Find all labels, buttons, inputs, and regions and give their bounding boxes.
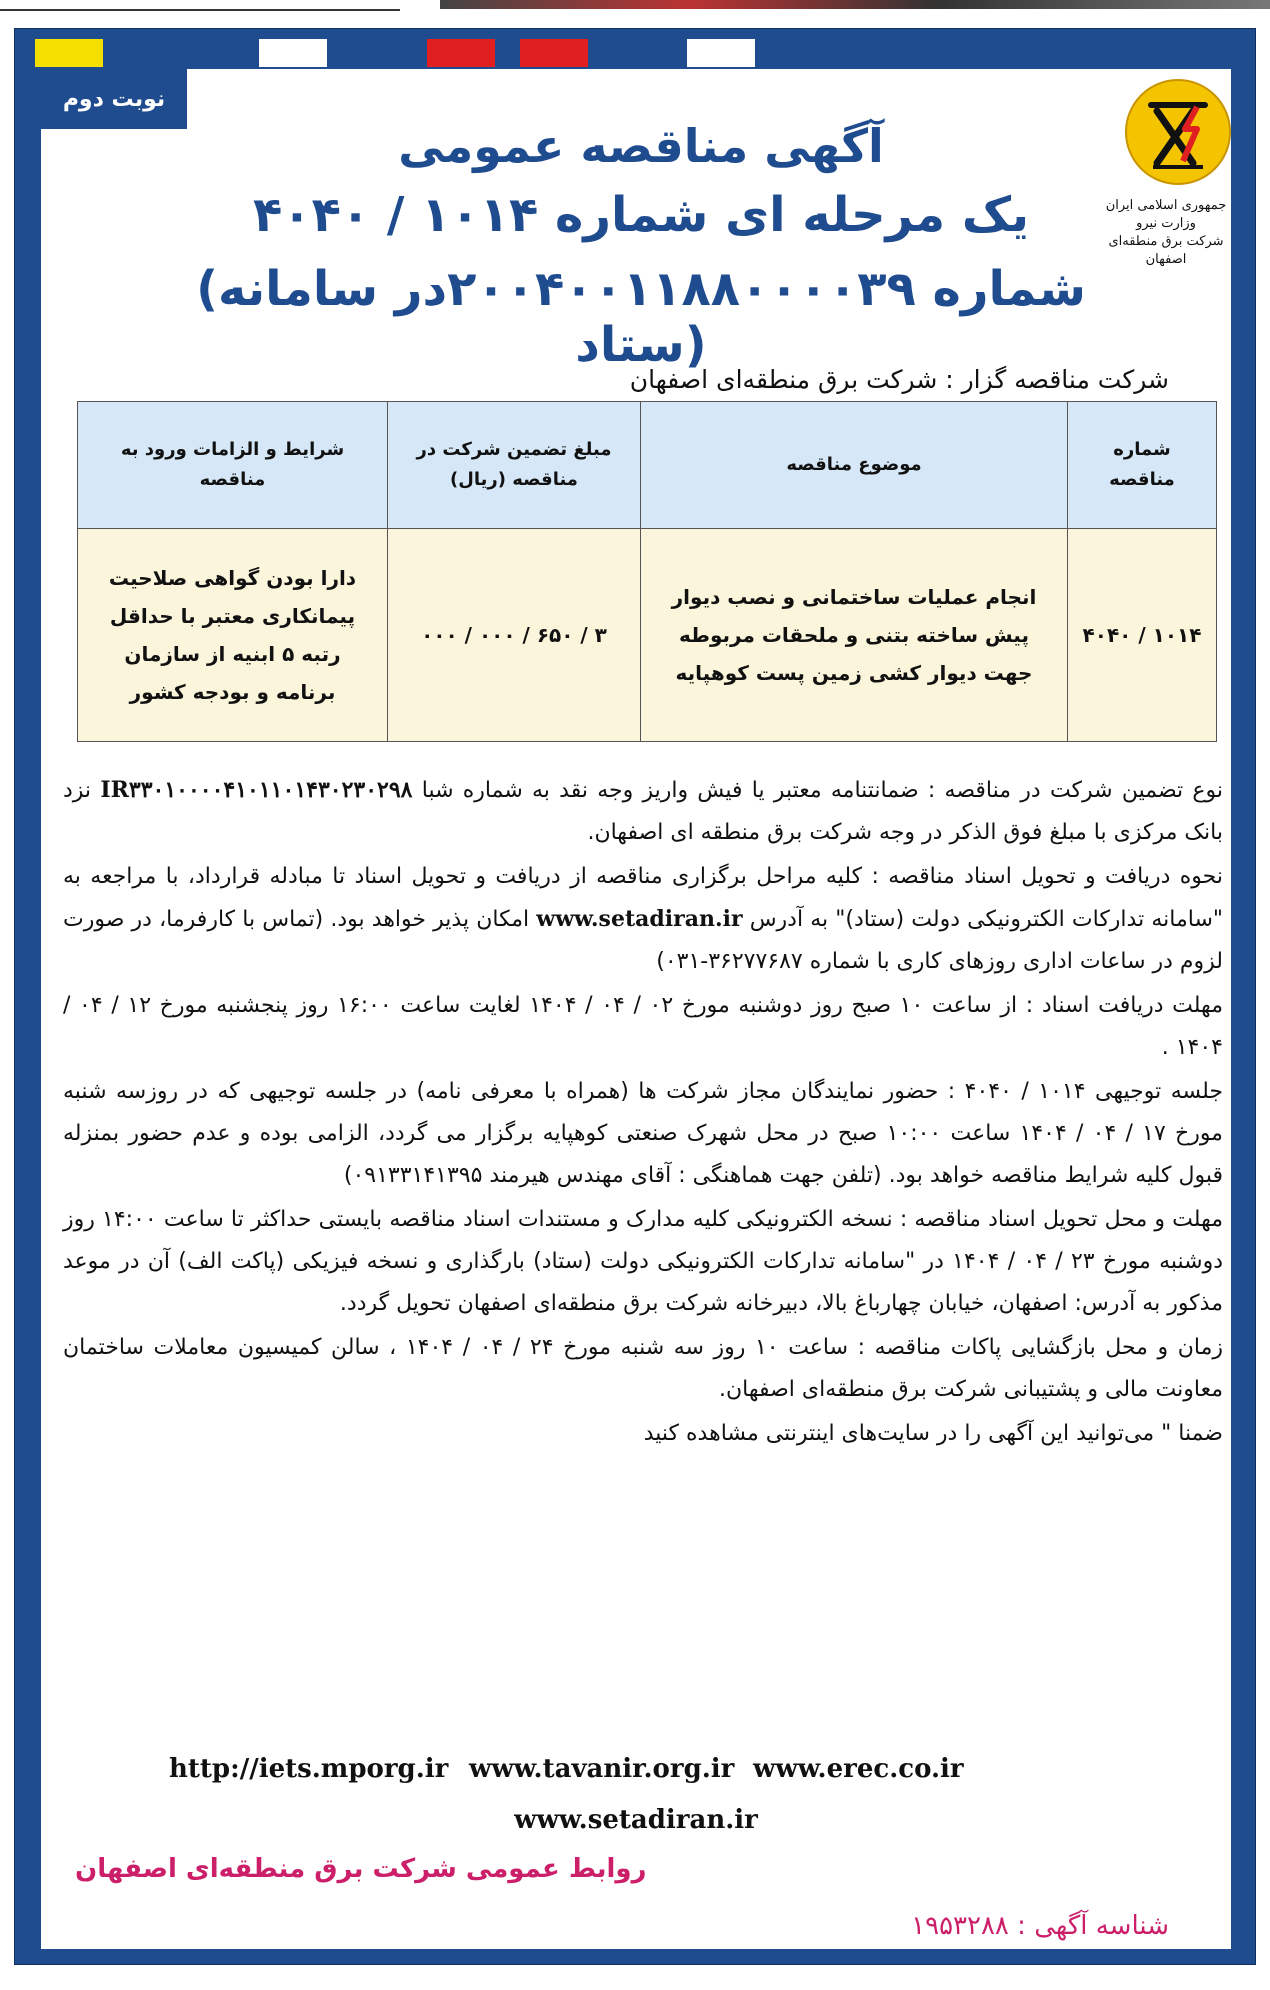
ad-frame xyxy=(14,28,1256,1965)
websites-intro-paragraph: ضمنا " می‌توانید این آگهی را در سایت‌های اینترنتی مشاهده کنید xyxy=(643,1421,1223,1446)
ad-id: شناسه آگهی : ۱۹۵۳۲۸۸ xyxy=(911,1911,1169,1941)
tavanir-link[interactable]: www.tavanir.org.ir xyxy=(469,1754,735,1784)
erec-link[interactable]: www.erec.co.ir xyxy=(753,1754,964,1784)
logo-caption xyxy=(1091,197,1241,269)
iets-link[interactable]: http://iets.mporg.ir xyxy=(169,1754,449,1784)
iban-number: IR۳۳۰۱۰۰۰۰۴۱۰۱۱۰۱۴۳۰۲۳۰۲۹۸ xyxy=(100,777,413,803)
documents-method-text-2: امکان پذیر خواهد بود. (تماس با کارفرما، در صورت لزوم در ساعات اداری روزهای کاری با شماره ۳۶۲۷۷۶۸۷-۰۳۱) xyxy=(63,907,1223,974)
logo-caption-line1: جمهوری اسلامی ایران xyxy=(1105,198,1227,213)
guarantee-type-text: نوع تضمین شرکت در مناقصه : ضمانتنامه معتبر یا فیش واریز وجه نقد به شماره شبا xyxy=(421,778,1223,803)
table-header-row xyxy=(78,402,1217,529)
cell-guarantee: ۳ / ۶۵۰ / ۰۰۰ / ۰۰۰ xyxy=(388,529,641,742)
opening-time-paragraph: زمان و محل بازگشایی پاکات مناقصه : ساعت ۱۰ روز سه شنبه مورخ ۲۴ / ۰۴ / ۱۴۰۴ ، سالن کمیسیون معاملات ساختمان معاونت مالی و پشتیبانی شرکت برق منطقه‌ای اصفهان. xyxy=(63,1335,1223,1402)
tender-table xyxy=(77,401,1217,742)
briefing-session-paragraph: جلسه توجیهی ۱۰۱۴ / ۴۰۴۰ : حضور نمایندگان مجاز شرکت ها (همراه با معرفی نامه) در جلسه توجیهی که در روزسه شنبه مورخ ۱۷ / ۰۴ / ۱۴۰۴ ساعت ۱۰:۰۰ صبح در محل شهرک صنعتی کوهپایه برگزار می گردد، الزامی بوده و عدم حضور بمنزله قبول کلیه شرایط مناقصه خواهد بود. (تلفن جهت هماهنگی : آقای مهندس هیرمند ۰۹۱۳۳۱۴۱۳۹۵) xyxy=(63,1079,1223,1188)
setadiran-link[interactable]: www.setadiran.ir xyxy=(514,1805,758,1835)
ad-body xyxy=(41,69,1231,1949)
power-company-logo-icon xyxy=(1123,77,1233,187)
websites-row-2 xyxy=(41,1805,1231,1835)
logo-caption-line2: وزارت نیرو xyxy=(1136,216,1196,231)
organizer: شرکت مناقصه گزار : شرکت برق منطقه‌ای اصفهان xyxy=(629,365,1169,394)
title-line-3: (شماره ۲۰۰۴۰۰۱۱۸۸۰۰۰۰۳۹در سامانه ستاد) xyxy=(196,261,1086,373)
top-strip-photo xyxy=(440,0,1270,9)
title-line-1: آگهی مناقصه عمومی xyxy=(398,119,884,173)
cell-tender-number: ۱۰۱۴ / ۴۰۴۰ xyxy=(1068,529,1217,742)
documents-method-text: نحوه دریافت و تحویل اسناد مناقصه : کلیه مراحل برگزاری مناقصه از دریافت و تحویل اسناد تا مبادله قرارداد، با مراجعه به "سامانه تدارکات الکترونیکی دولت (ستاد)" به آدرس xyxy=(63,864,1224,932)
white-block xyxy=(259,39,327,67)
guarantee-type-text-2: نزد بانک مرکزی با مبلغ فوق الذکر در وجه شرکت برق منطقه ای اصفهان. xyxy=(63,778,1223,845)
table-row xyxy=(78,529,1217,742)
ad-body-text xyxy=(63,769,1223,1457)
yellow-block xyxy=(35,39,103,67)
cell-tender-subject: انجام عملیات ساختمانی و نصب دیوار پیش ساخته بتنی و ملحقات مربوطه جهت دیوار کشی زمین پست کوهپایه xyxy=(641,529,1068,742)
guarantee-type-paragraph xyxy=(63,769,1223,854)
public-relations-signature: روابط عمومی شرکت برق منطقه‌ای اصفهان xyxy=(75,1854,647,1884)
header-guarantee: مبلغ تضمین شرکت در مناقصه (ریال) xyxy=(388,402,641,529)
header-tender-number: شماره مناقصه xyxy=(1068,402,1217,529)
top-strip-left xyxy=(0,0,400,11)
red-block xyxy=(427,39,495,67)
title-line-2: یک مرحله ای شماره ۱۰۱۴ / ۴۰۴۰ xyxy=(252,187,1030,243)
logo-caption-line3: شرکت برق منطقه‌ای اصفهان xyxy=(1108,234,1224,267)
header-tender-subject: موضوع مناقصه xyxy=(641,402,1068,529)
documents-method-paragraph xyxy=(63,856,1223,983)
documents-deadline-paragraph: مهلت دریافت اسناد : از ساعت ۱۰ صبح روز دوشنبه مورخ ۰۲ / ۰۴ / ۱۴۰۴ لغایت ساعت ۱۶:۰۰ روز پنجشنبه مورخ ۱۲ / ۰۴ / ۱۴۰۴ . xyxy=(63,993,1223,1060)
submission-deadline-paragraph: مهلت و محل تحویل اسناد مناقصه : نسخه الکترونیکی کلیه مدارک و مستندات اسناد مناقصه بایستی حداکثر تا ساعت ۱۴:۰۰ روز دوشنبه مورخ ۲۳ / ۰۴ / ۱۴۰۴ در "سامانه تدارکات الکترونیکی دولت (ستاد) بارگذاری و نسخه فیزیکی (پاکت الف) آن در موعد مذکور به آدرس: اصفهان، خیابان چهارباغ بالا، دبیرخانه شرکت برق منطقه‌ای اصفهان تحویل گردد. xyxy=(63,1207,1224,1316)
red-block xyxy=(520,39,588,67)
white-block xyxy=(687,39,755,67)
cell-requirements: دارا بودن گواهی صلاحیت پیمانکاری معتبر با حداقل رتبه ۵ ابنیه از سازمان برنامه و بودجه کشور xyxy=(78,529,388,742)
setad-link[interactable]: www.setadiran.ir xyxy=(536,906,743,932)
header-requirements: شرایط و الزامات ورود به مناقصه xyxy=(78,402,388,529)
top-strip xyxy=(0,0,1270,10)
second-round-badge: نوبت دوم xyxy=(41,69,187,129)
